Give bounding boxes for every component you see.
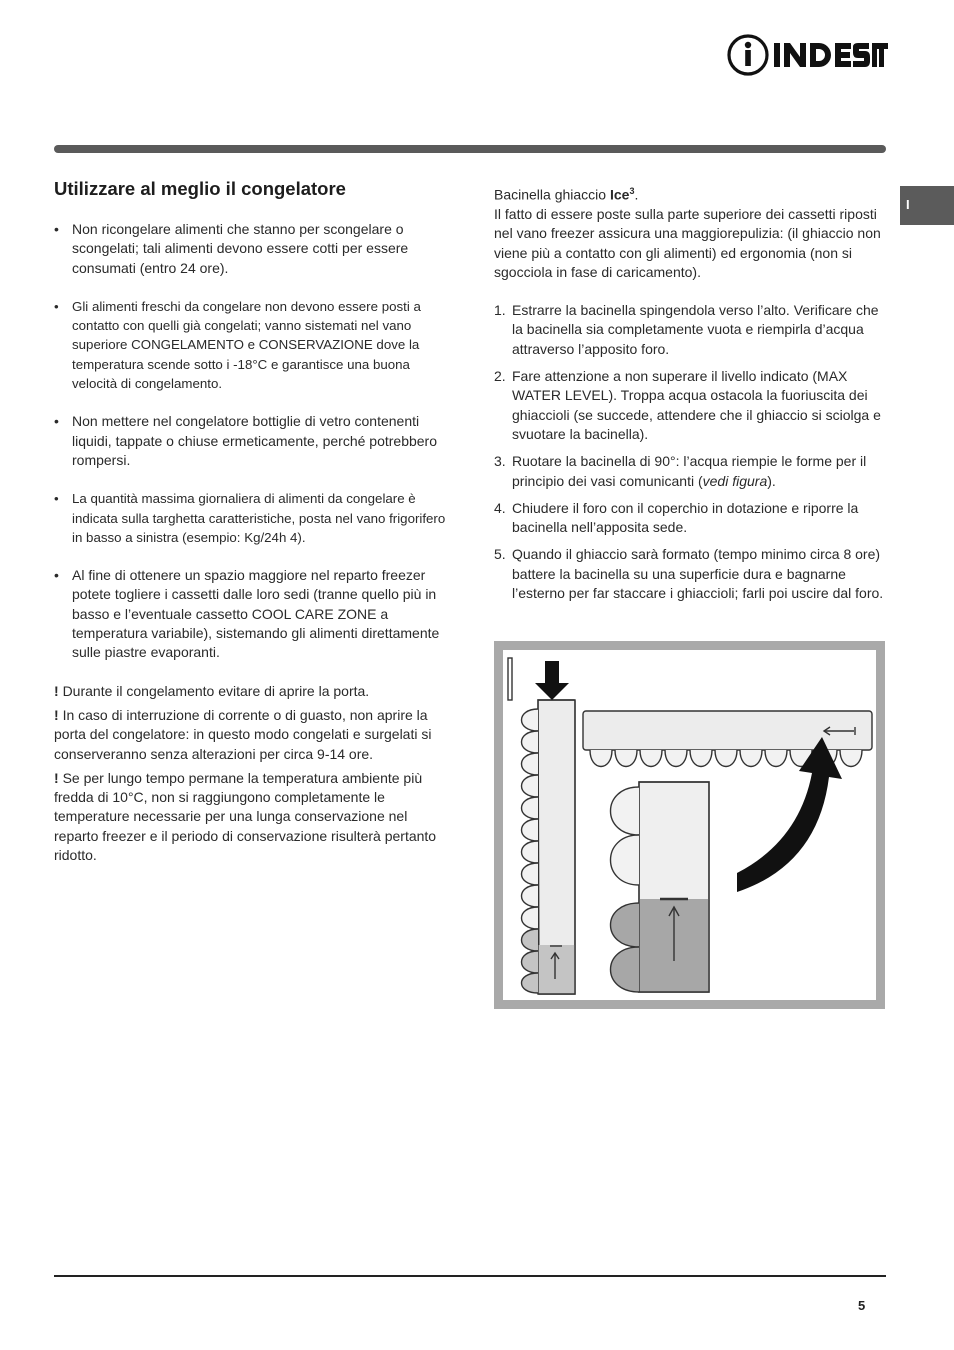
step-text: Chiudere il foro con il coperchio in dotazione e riporre la bacinella nell’apposita sede. [512, 499, 859, 536]
list-item: • Al fine di ottenere un spazio maggiore nel reparto freezer potete togliere i cassetti dalle loro sedi (tranne quello più in basso e l’eventuale cassetto COOL CARE ZONE a temperatura variabile), sistemando gli alimenti direttamente sulle piastre evaporanti. [54, 566, 448, 662]
warning-mark: ! [54, 769, 59, 786]
step-text: Fare attenzione a non superare il livello indicato (MAX WATER LEVEL). Troppa acqua ostacola la fuoriuscita dei ghiaccioli (se succede, attendere che il ghiaccio si sciolga e svuotare la bacinella). [512, 368, 881, 442]
intro-dot: . [634, 186, 639, 203]
section-title: Utilizzare al meglio il congelatore [54, 178, 346, 199]
intro-text: Il fatto di essere poste sulla parte superiore dei cassetti riposti nel vano freezer assicura una maggiorepulizia: (il ghiaccio non viene più a contatto con gli alimenti) ed ergonomia (non si sgocciola in fase di caricamento). [494, 205, 881, 280]
warning-paragraph [54, 682, 448, 701]
warning-paragraph [54, 769, 448, 865]
step-number: 4. [494, 499, 506, 516]
language-tab: I [900, 186, 954, 225]
step-text: Quando il ghiaccio sarà formato (tempo minimo circa 8 ore) battere la bacinella su una superficie dura e bagnarne l’esterno per far staccare i ghiaccioli; farli poi uscire dal foro. [512, 546, 884, 601]
tips-list [54, 220, 448, 663]
warning-text: Durante il congelamento evitare di aprire la porta. [62, 682, 370, 699]
step-number: 5. [494, 546, 506, 563]
right-column [494, 182, 890, 611]
step-italic: vedi figura [702, 472, 768, 489]
list-item: • Non ricongelare alimenti che stanno per scongelare o scongelati; tali alimenti devono essere cotti per essere consumati (entro 24 ore). [54, 220, 448, 278]
warning-text: Se per lungo tempo permane la temperatura ambiente più fredda di 10°C, non si raggiungono completamente le temperature necessarie per una lunga conservazione nel reparto freezer e il periodo di conservazione risulterà pertanto ridotto. [54, 769, 437, 864]
header-rule [54, 145, 886, 153]
list-item [494, 367, 890, 444]
ice-tray-figure [494, 641, 885, 1009]
indesit-logo [726, 33, 888, 77]
warning-mark: ! [54, 706, 59, 723]
warning-paragraph [54, 706, 448, 764]
page-number: 5 [858, 1298, 866, 1313]
list-item [494, 499, 890, 538]
product-superscript: 3 [629, 186, 635, 196]
list-item: • La quantità massima giornaliera di alimenti da congelare è indicata sulla targhetta caratteristiche, posta nel vano frigorifero in basso a sinistra (esempio: Kg/24h 4). [54, 489, 448, 547]
step-number: 1. [494, 302, 506, 319]
list-item [494, 545, 890, 603]
warning-mark: ! [54, 682, 59, 699]
step-number: 2. [494, 368, 506, 385]
intro-label: Bacinella ghiaccio [494, 186, 607, 203]
ice-tray-intro [494, 182, 890, 282]
warning-text: In caso di interruzione di corrente o di guasto, non aprire la porta del congelatore: in questo modo congelati e surgelati si conserveranno senza alterazioni per circa 9-14 ore. [54, 706, 432, 762]
list-item [494, 301, 890, 359]
step-text: Estrarre la bacinella spingendola verso l’alto. Verificare che la bacinella sia completamente vuota e riempirla d’acqua attraverso l’apposito foro. [512, 302, 879, 357]
steps-list [494, 301, 890, 603]
step-text-end: ). [767, 472, 776, 489]
step-text: Ruotare la bacinella di 90°: l’acqua riempie le forme per il principio dei vasi comunicanti ( [512, 453, 867, 489]
product-name: Ice [609, 186, 630, 203]
list-item: • Gli alimenti freschi da congelare non devono essere posti a contatto con quelli già congelati; vanno sistemati nel vano superiore CONGELAMENTO e CONSERVAZIONE dove la temperatura scende sotto i -18°C e garantisce una buona velocità di congelamento. [54, 297, 448, 393]
footer-rule [54, 1275, 886, 1277]
step-number: 3. [494, 453, 506, 470]
list-item [494, 452, 890, 491]
left-column [54, 178, 448, 870]
list-item: • Non mettere nel congelatore bottiglie di vetro contenenti liquidi, tappate o chiuse ermeticamente, perché potrebbero rompersi. [54, 412, 448, 470]
